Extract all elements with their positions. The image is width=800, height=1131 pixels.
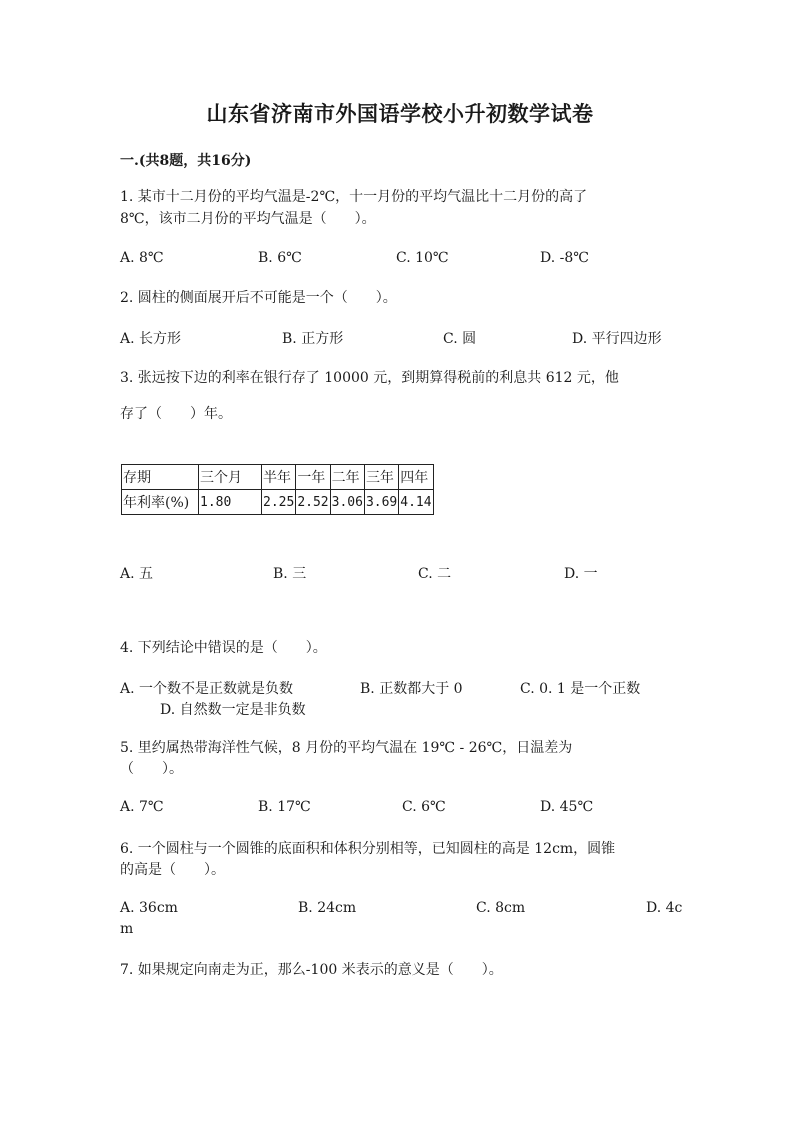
q2-option-d: D. 平行四边形 bbox=[572, 331, 662, 347]
q3-option-b: B. 三 bbox=[273, 566, 307, 582]
question-1-line-1: 1. 某市十二月份的平均气温是-2℃，十一月份的平均气温比十二月份的高了 bbox=[120, 189, 588, 205]
table-cell: 3.69 bbox=[364, 490, 398, 515]
q2-option-b: B. 正方形 bbox=[282, 331, 344, 347]
q1-option-a: A. 8℃ bbox=[120, 250, 164, 266]
table-cell: 年利率(%) bbox=[122, 490, 199, 515]
table-cell: 三年 bbox=[364, 465, 398, 490]
table-cell: 2.25 bbox=[262, 490, 296, 515]
q4-option-a: A. 一个数不是正数就是负数 bbox=[120, 681, 294, 697]
question-3-line-1: 3. 张远按下边的利率在银行存了 10000 元，到期算得税前的利息共 612 元，他 bbox=[120, 370, 619, 386]
table-cell: 1.80 bbox=[199, 490, 262, 515]
q5-option-d: D. 45℃ bbox=[540, 799, 594, 815]
q4-option-c: C. 0. 1 是一个正数 bbox=[520, 681, 641, 697]
table-cell: 存期 bbox=[122, 465, 199, 490]
page-title: 山东省济南市外国语学校小升初数学试卷 bbox=[206, 102, 594, 126]
table-cell: 四年 bbox=[399, 465, 433, 490]
table-header-row bbox=[122, 465, 434, 490]
q5-option-c: C. 6℃ bbox=[402, 799, 446, 815]
q4-option-d: D. 自然数一定是非负数 bbox=[160, 702, 306, 718]
question-4-line-1: 4. 下列结论中错误的是（ ）。 bbox=[120, 640, 327, 656]
q3-option-d: D. 一 bbox=[564, 566, 598, 582]
q6-option-a: A. 36cm bbox=[120, 900, 178, 916]
table-cell: 半年 bbox=[262, 465, 296, 490]
q6-option-d: D. 4c bbox=[646, 900, 683, 916]
q5-option-a: A. 7℃ bbox=[120, 799, 164, 815]
q1-option-b: B. 6℃ bbox=[258, 250, 302, 266]
table-cell: 一年 bbox=[296, 465, 330, 490]
interest-rate-table bbox=[121, 464, 434, 515]
q2-option-a: A. 长方形 bbox=[120, 331, 182, 347]
table-cell: 4.14 bbox=[399, 490, 433, 515]
table-cell: 二年 bbox=[330, 465, 364, 490]
table-cell: 2.52 bbox=[296, 490, 330, 515]
q1-option-d: D. -8℃ bbox=[540, 250, 589, 266]
q6-option-b: B. 24cm bbox=[298, 900, 357, 916]
question-2-line-1: 2. 圆柱的侧面展开后不可能是一个（ ）。 bbox=[120, 290, 397, 306]
question-6-line-1: 6. 一个圆柱与一个圆锥的底面积和体积分别相等，已知圆柱的高是 12cm，圆锥 bbox=[120, 841, 616, 857]
table-cell: 三个月 bbox=[199, 465, 262, 490]
q6-option-d-wrap: m bbox=[120, 921, 134, 937]
q2-option-c: C. 圆 bbox=[443, 331, 477, 347]
q3-option-a: A. 五 bbox=[120, 566, 154, 582]
table-row bbox=[122, 490, 434, 515]
q6-option-c: C. 8cm bbox=[476, 900, 526, 916]
question-1-line-2: 8℃，该市二月份的平均气温是（ ）。 bbox=[120, 211, 376, 227]
q4-option-b: B. 正数都大于 0 bbox=[360, 681, 463, 697]
question-5-line-2: （ ）。 bbox=[120, 761, 183, 777]
question-6-line-2: 的高是（ ）。 bbox=[120, 862, 225, 878]
section-heading: 一.(共8题，共16分) bbox=[120, 153, 252, 169]
q1-option-c: C. 10℃ bbox=[396, 250, 449, 266]
question-7-line-1: 7. 如果规定向南走为正，那么-100 米表示的意义是（ ）。 bbox=[120, 962, 503, 978]
q3-option-c: C. 二 bbox=[418, 566, 452, 582]
question-5-line-1: 5. 里约属热带海洋性气候，8 月份的平均气温在 19℃ - 26℃，日温差为 bbox=[120, 740, 573, 756]
q5-option-b: B. 17℃ bbox=[258, 799, 311, 815]
table-cell: 3.06 bbox=[330, 490, 364, 515]
question-3-line-2: 存了（ ）年。 bbox=[120, 406, 232, 422]
